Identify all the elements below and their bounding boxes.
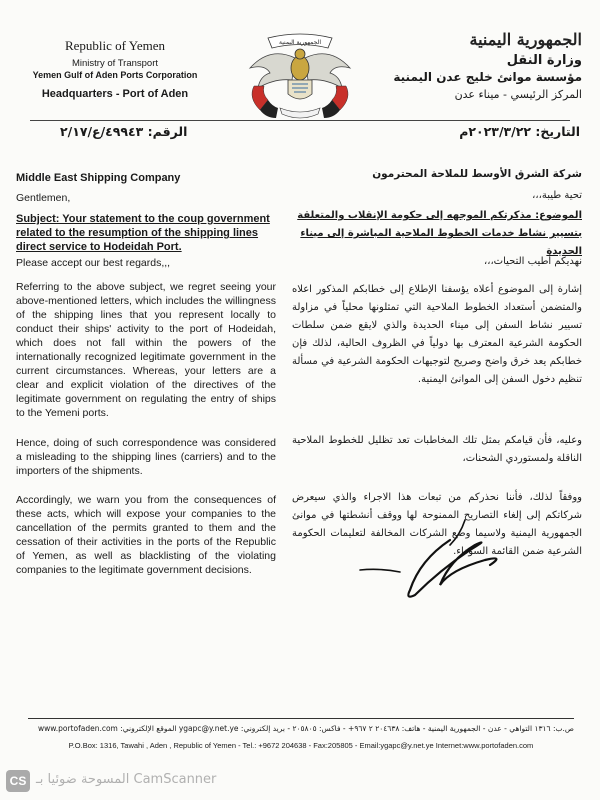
office-name-ar: المركز الرئيسي - ميناء عدن [454,88,582,101]
svg-text:الجمهورية اليمنية: الجمهورية اليمنية [278,39,322,46]
paragraph-3-ar: ووفقاً لذلك، فأننا نحذركم من تبعات هذا الاجراء والذي سيعرض شركاتكم إلى إلغاء التصاريح الممنوحة لها ووقف أنشطتها في موانئ الجمهورية اليمنية ولاسيما وضع الشركات المخالفة لتعليمات الحكومة الشرعية ضمن القائمة السوداء. [292,492,582,557]
camscanner-text: المسوحة ضوئيا بـ CamScanner [36,772,217,787]
camscanner-watermark [6,770,266,792]
paragraph-1-ar: إشارة إلى الموضوع أعلاه يؤسفنا الإطلاع إلى خطابكم المذكور اعلاه والمتضمن أستعداد الخطوط الملاحية التي تمثلونها محلياً في مزاولة تسيير نشاط السفن إلى ميناء الحديدة والذي لايقع ضمن سلطات الحكومة الشرعية المعترف بها دولياً في الظروف الحالية، لذلك فإن خطابكم يعد خرق واضح وصريح لتوجيهات الحكومة الشرعية في مسألة تنظيم دخول السفن إلى الموانئ اليمنية. [292,284,582,385]
corporation-name-en: Yemen Gulf of Aden Ports Corporation [32,70,198,80]
reference-number: الرقم: ٤٩٩٤٣/ع/٢/١٧ [60,124,188,139]
reference-row [60,124,580,146]
ministry-name-ar: وزارة النقل [506,53,582,68]
paragraph-3-en: Accordingly, we warn you from the consequences of these acts, which will expose your companies to the cancellation of the permits granted to them and the cessation of their activities in the ports of the Republic of Yemen, as well as blacklisting of the violating companies to the legitimate government decisions. [16,494,276,576]
paragraph-1-en: Referring to the above subject, we regret seeing your above-mentioned letters, which includes the willingness of the shipping lines that you represent locally to conduct their ships' activity to the port of Hodeidah, which does not fall within the powers of the internationally recognized legitimate government in the current circumstances. Whereas, your letters are a clear and explicit violation of the directives of the legitimate government on regulating the entry of ships to the Yemeni ports. [16,281,276,419]
addressee-ar: شركة الشرق الأوسط للملاحة المحترمون [372,168,582,180]
country-name-ar: الجمهورية اليمنية [469,30,582,49]
greeting-en: Gentlemen, [16,192,71,204]
country-name-en: Republic of Yemen [64,38,166,53]
ministry-name-en: Ministry of Transport [71,58,159,69]
subject-en: Subject: Your statement to the coup government related to the resumption of the shipping lines direct service to Hodeidah Port. [16,213,270,253]
header-divider [30,120,570,121]
subject-ar: الموضوع: مذكرتكم الموجهه إلى حكومة الإنقلاب والمتعلقة بتسيير نشاط خدمات الخطوط الملاحية المباشرة إلى ميناء الحديدة [297,210,582,257]
office-name-en: Headquarters - Port of Aden [41,88,189,100]
corporation-name-ar: مؤسسة موانئ خليج عدن اليمنية [393,70,582,84]
regards-en: Please accept our best regards,,, [16,257,171,269]
addressee-en: Middle East Shipping Company [16,172,181,184]
paragraph-2-ar: وعليه، فأن قيامكم بمثل تلك المخاطبات تعد تظليل للخطوط الملاحية الناقلة ولمستوردي الشحنات، [292,435,582,464]
footer-divider [28,718,574,719]
footer-arabic: ص.ب: ١٣١٦ التواهي - عدن - الجمهورية اليمنية - هاتف: ٢٠٤٦٣٨ ٢ ٩٦٧+ - فاكس: ٢٠٥٨٠٥ - بريد إلكتروني: ygapc@y.net.ye الموقع الإلكتروني: www.portofaden.com [38,724,574,733]
signature-icon [300,500,530,610]
letter-date: التاريخ: ٢٠٢٣/٣/٢٢م [459,124,580,139]
footer-english: P.O.Box: 1316, Tawahi , Aden , Republic of Yemen - Tel.: +9672 204638 - Fax:205805 - Email:ygapc@y.net.ye Internet:www.portofaden.com [68,741,534,750]
paragraph-2-en: Hence, doing of such correspondence was considered a misleading to the shipping lines (carriers) and to the importers of the shipments. [16,437,276,477]
greeting-ar: تحية طيبة،،، [532,190,582,201]
regards-ar: نهديكم أطيب التحيات،،، [484,256,582,267]
yemen-emblem-icon [240,28,360,128]
letterhead-english [20,38,210,100]
letterhead-arabic [382,30,582,101]
camscanner-logo-icon: CS [6,770,30,792]
